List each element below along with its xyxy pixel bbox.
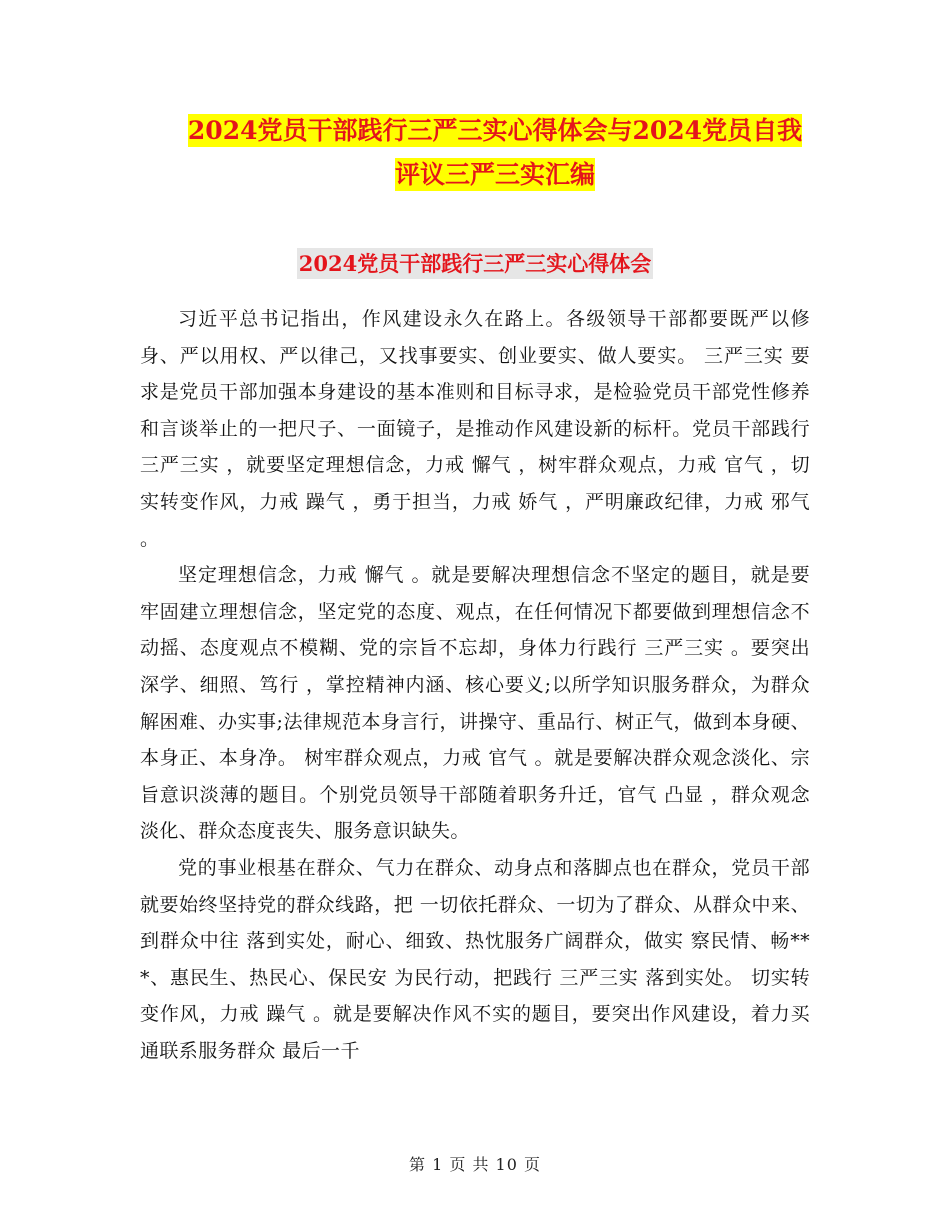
document-title-line-1 (120, 110, 870, 152)
page-footer: 第 1 页 共 10 页 (409, 1155, 541, 1174)
document-title-line-2 (120, 154, 870, 196)
section-heading-text: 2024党员干部践行三严三实心得体会 (297, 248, 653, 279)
title-highlight: 评议三严三实汇编 (394, 160, 595, 189)
title-highlight: 2024党员干部践行三严三实心得体会与2024党员自我 (187, 116, 803, 145)
section-heading (0, 244, 950, 284)
paragraph: 党的事业根基在群众、气力在群众、动身点和落脚点也在群众，党员干部就要始终坚持党的群众线路，把 一切依托群众、一切为了群众、从群众中来、到群众中往 落到实处，耐心、细致、热忱服务广阔群众，做实 察民情、畅***、惠民生、热民心、保民安 为民行动，把践行 三严三实 落到实处。 切实转变作风，力戒 躁气 。就是要解决作风不实的题目，要突出作风建设，着力买通联系服务群众 最后一千 (140, 856, 810, 1062)
paragraph: 坚定理想信念，力戒 懈气 。就是要解决理想信念不坚定的题目，就是要牢固建立理想信念，坚定党的态度、观点，在任何情况下都要做到理想信念不动摇、态度观点不模糊、党的宗旨不忘却，身体力行践行 三严三实 。要突出 深学、细照、笃行 ，掌控精神内涵、核心要义;以所学知识服务群众，为群众解困难、办实事;法律规范本身言行，讲操守、重品行、树正气，做到本身硬、本身正、本身净。 树牢群众观点，力戒 官气 。就是要解决群众观念淡化、宗旨意识淡薄的题目。个别党员领导干部随着职务升迁，官气 凸显 ，群众观念淡化、群众态度丧失、服务意识缺失。 (140, 564, 810, 843)
body-text (140, 301, 810, 1069)
paragraph: 习近平总书记指出，作风建设永久在路上。各级领导干部都要既严以修身、严以用权、严以律己，又找事要实、创业要实、做人要实。 三严三实 要求是党员干部加强本身建设的基本准则和目标寻求，是检验党员干部党性修养和言谈举止的一把尺子、一面镜子，是推动作风建设新的标杆。党员干部践行 三严三实 ，就要坚定理想信念，力戒 懈气 ，树牢群众观点，力戒 官气 ，切实转变作风，力戒 躁气 ，勇于担当，力戒 娇气 ，严明廉政纪律，力戒 邪气 。 (140, 308, 810, 550)
